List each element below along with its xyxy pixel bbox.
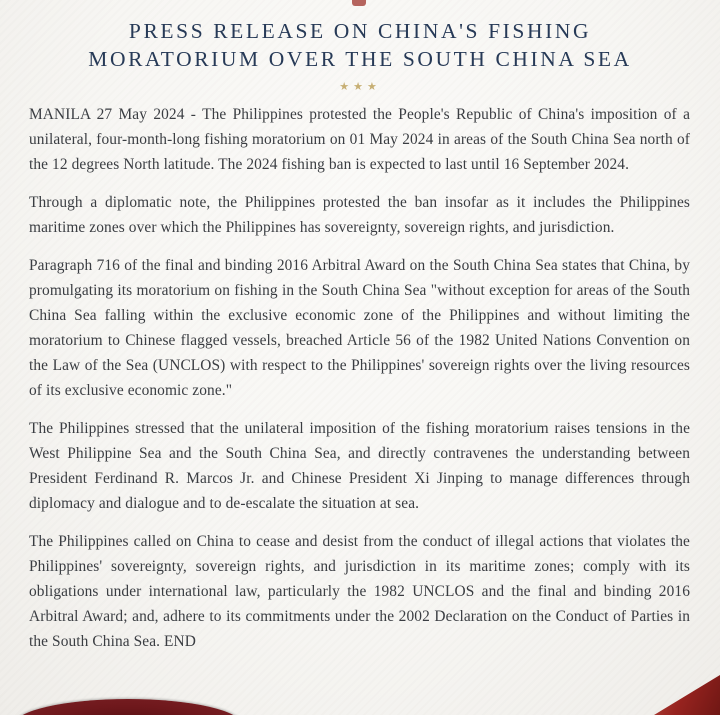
stars-divider	[0, 80, 720, 94]
press-release-body	[0, 94, 720, 654]
page-title-line-1: PRESS RELEASE ON CHINA'S FISHING	[128, 19, 592, 43]
paragraph-call-to-action: The Philippines called on China to cease and desist from the conduct of illegal actions that violates the Philippines' sovereignty, sovereign rights, and jurisdiction in its maritime zones; comply with its obligations under international law, particularly the 1982 UNCLOS and the final and binding 2016 Arbitral Award; and, adhere to its commitments under the 2002 Declaration on the Conduct of Parties in the South China Sea. END	[29, 533, 690, 650]
paragraph-arbitral-award: Paragraph 716 of the final and binding 2016 Arbitral Award on the South China Sea states that China, by promulgating its moratorium on fishing in the South China Sea "without exception for areas of the South China Sea falling within the exclusive economic zone of the Philippines and without limiting the moratorium to Chinese flagged vessels, breached Article 56 of the 1982 United Nations Convention on the Law of the Sea (UNCLOS) with respect to the Philippines' sovereign rights over the living resources of its exclusive economic zone."	[29, 257, 690, 399]
page-title	[0, 17, 720, 73]
paragraph-diplomatic-note: Through a diplomatic note, the Philippines protested the ban insofar as it includes the Philippines maritime zones over which the Philippines has sovereignty, sovereign rights, and jurisdiction.	[29, 194, 690, 236]
maroon-ellipse-decoration	[14, 699, 242, 715]
top-emblem-fragment	[352, 0, 366, 6]
header	[0, 0, 720, 94]
star-icon: ★	[353, 81, 367, 93]
page-title-line-2: MORATORIUM OVER THE SOUTH CHINA SEA	[88, 47, 632, 71]
paragraph-dateline: MANILA 27 May 2024 - The Philippines protested the People's Republic of China's imposition of a unilateral, four-month-long fishing moratorium on 01 May 2024 in areas of the South China Sea north of the 12 degrees North latitude. The 2024 fishing ban is expected to last until 16 September 2024.	[29, 106, 690, 173]
star-icon: ★	[366, 81, 381, 93]
paragraph-tensions: The Philippines stressed that the unilateral imposition of the fishing moratorium raises tensions in the West Philippine Sea and the South China Sea, and directly contravenes the understanding between President Ferdinand R. Marcos Jr. and Chinese President Xi Jinping to manage differences through diplomacy and dialogue and to de-escalate the situation at sea.	[29, 420, 690, 512]
star-icon: ★	[339, 81, 354, 93]
red-corner-decoration	[654, 675, 720, 715]
